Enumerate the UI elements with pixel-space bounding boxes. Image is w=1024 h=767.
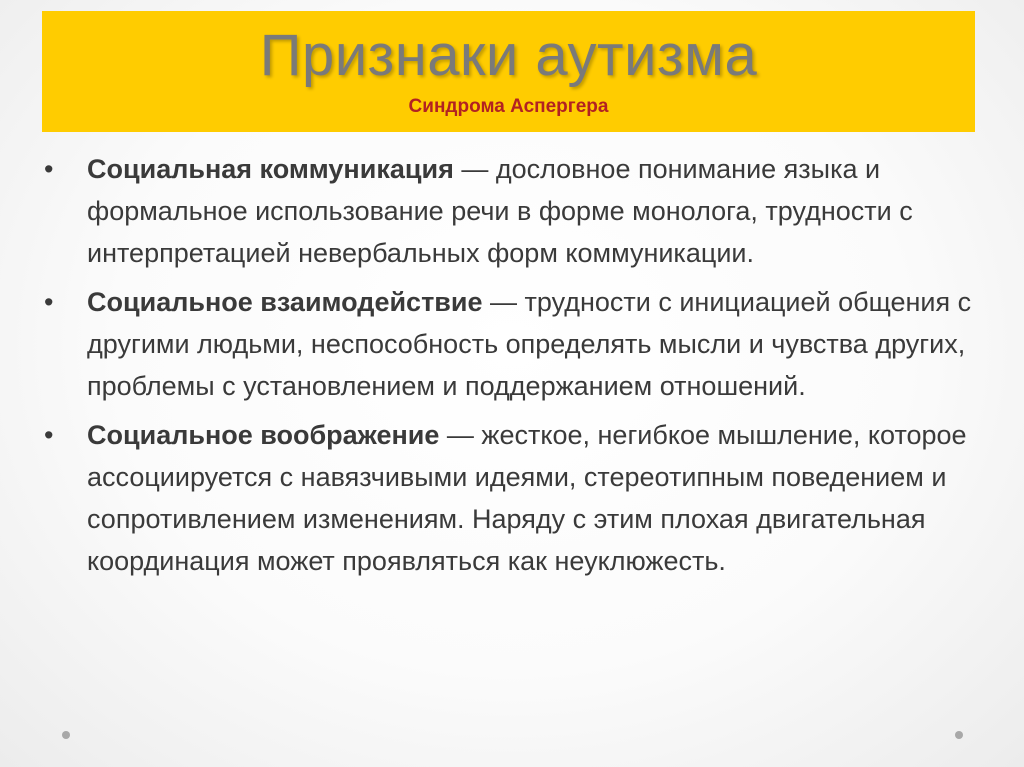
slide-subtitle: Синдрома Аспергера bbox=[408, 96, 609, 117]
bullet-item-communication bbox=[42, 148, 977, 274]
bullet-item-interaction bbox=[42, 281, 977, 407]
bullet-term: Социальная коммуникация bbox=[87, 154, 454, 184]
decorative-dot-left bbox=[62, 731, 70, 739]
bullet-icon: • bbox=[44, 287, 54, 317]
bullet-icon: • bbox=[44, 420, 54, 450]
bullet-text: — дословное понимание языка и формальное использование речи в форме монолога, трудности с интерпретацией невербальных форм коммуникации. bbox=[87, 154, 913, 268]
decorative-dot-right bbox=[955, 731, 963, 739]
bullet-item-imagination bbox=[42, 414, 977, 582]
bullet-term: Социальное взаимодействие bbox=[87, 287, 483, 317]
title-band bbox=[42, 11, 975, 132]
bullet-list bbox=[42, 148, 977, 589]
slide-title: Признаки аутизма bbox=[259, 23, 758, 88]
bullet-text: — жесткое, негибкое мышление, которое ассоциируется с навязчивыми идеями, стереотипным поведением и сопротивлением изменениям. Наряду с этим плохая двигательная координация может проявляться как неуклюжесть. bbox=[87, 420, 967, 576]
bullet-icon: • bbox=[44, 154, 54, 184]
bullet-text: — трудности с инициацией общения с другими людьми, неспособность определять мысли и чувства других, проблемы с установлением и поддержанием отношений. bbox=[87, 287, 972, 401]
bullet-term: Социальное воображение bbox=[87, 420, 440, 450]
